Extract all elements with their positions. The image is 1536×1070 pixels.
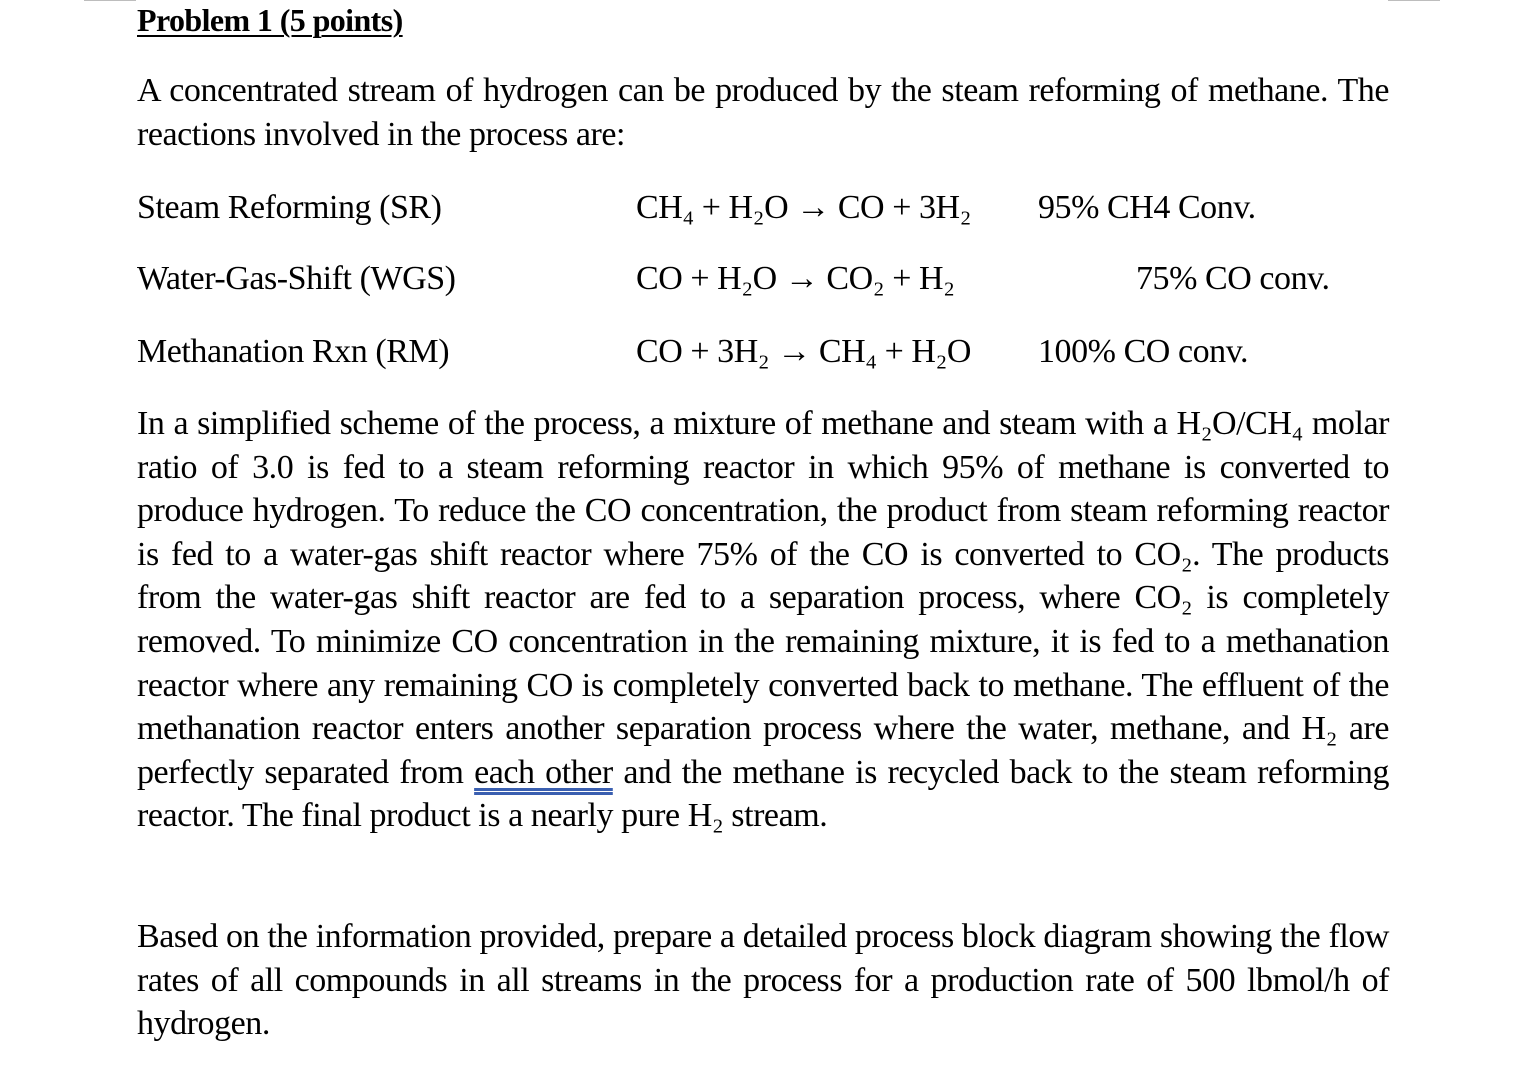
- reaction-equation: CO + 3H₂ → CH₄ + H₂O: [636, 333, 972, 370]
- reaction-name: Water-Gas-Shift (WGS): [137, 260, 456, 297]
- page-margin-mark-right: [1388, 0, 1440, 1]
- description-text-part1: In a simplified scheme of the process, a mixture of methane and steam with a H₂O/CH₄ molar ratio of 3.0 is fed to a steam reforming reactor in which 95% of methane is converted to produce hydrogen. To reduce the CO concentration, the product from steam reforming reactor is fed to a water-gas shift reactor where 75% of the CO is converted to CO₂. The products from the water-gas shift reactor are fed to a separation process, where CO₂ is completely removed. To minimize CO concentration in the remaining mixture, it is fed to a methanation reactor where any remaining CO is completely converted back to methane. The effluent of the methanation reactor enters another separation process where the water, methane, and H₂ are perfectly separated from: [137, 405, 1389, 791]
- reaction-conversion: 75% CO conv.: [1136, 260, 1330, 297]
- reaction-name: Steam Reforming (SR): [137, 189, 442, 226]
- reaction-name: Methanation Rxn (RM): [137, 333, 450, 370]
- page-margin-mark-left: [84, 0, 136, 1]
- intro-paragraph: A concentrated stream of hydrogen can be produced by the steam reforming of methane. The reactions involved in the process are:: [137, 72, 1389, 153]
- task-paragraph: Based on the information provided, prepare a detailed process block diagram showing the flow rates of all compounds in all streams in the process for a production rate of 500 lbmol/h of hydrogen.: [137, 918, 1389, 1043]
- reaction-row-methanation: [137, 330, 1389, 374]
- description-text-part2: and the methane is recycled back to the steam reforming reactor. The final product is a nearly pure H₂ stream.: [137, 753, 1389, 835]
- reaction-conversion: 95% CH4 Conv.: [1038, 189, 1256, 226]
- reaction-equation: CO + H₂O → CO₂ + H₂: [636, 260, 955, 297]
- problem-heading: Problem 1 (5 points): [137, 2, 403, 38]
- grammar-flagged-phrase[interactable]: each other: [474, 753, 613, 791]
- reaction-row-steam-reforming: [137, 186, 1389, 230]
- reaction-row-water-gas-shift: [137, 257, 1389, 301]
- process-description-paragraph: [137, 402, 1389, 838]
- reaction-conversion: 100% CO conv.: [1038, 333, 1249, 370]
- reaction-equation: CH₄ + H₂O → CO + 3H₂: [636, 189, 972, 226]
